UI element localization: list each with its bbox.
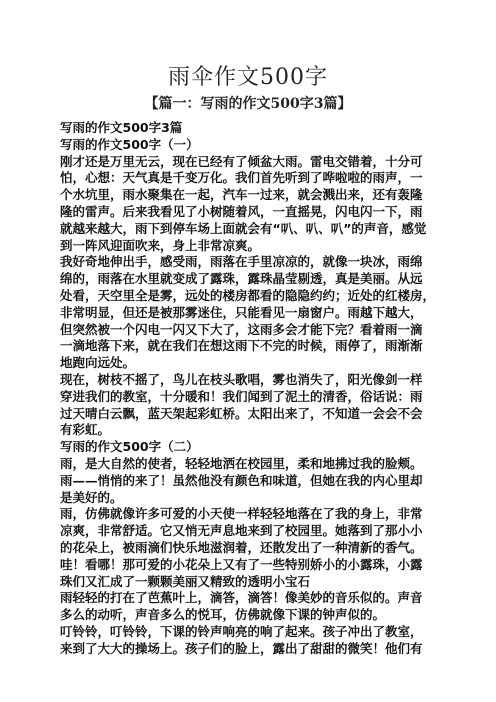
text-line: 叮铃铃，叮铃铃，下课的铃声响亮的响了起来。孩子冲出了教室， <box>60 623 423 639</box>
text-line: 处看，天空里全是雾，远处的楼房都看的隐隐约约；近处的红楼房， <box>60 287 436 303</box>
text-line: 写雨的作文500字3篇 <box>60 120 183 135</box>
text-line: 珠们又汇成了一颗颗美丽又精致的透明小宝石 <box>60 573 311 589</box>
text-line: 到一阵风迎面吹来，身上非常凉爽。 <box>60 237 261 253</box>
text-line: 绵的，雨落在水里就变成了露珠，露珠晶莹剔透，真是美丽。从远 <box>60 271 423 287</box>
text-line: 隆的雷声。后来我看见了小树随着风，一直摇晃，闪电闪一下，雨 <box>60 203 423 219</box>
text-line: 写雨的作文500字（一） <box>60 136 199 152</box>
text-line: 现在，树枝不摇了，鸟儿在枝头歌唱，雾也消失了，阳光像剑一样 <box>60 371 423 387</box>
text-line: 但突然被一个闪电一闪又下大了，这雨多会才能下完？看着雨一滴 <box>60 321 423 337</box>
text-line: 写雨的作文500字（二） <box>60 439 199 455</box>
text-line: 哇！看哪！那可爱的小花朵上又有了一些特别娇小的小露珠，小露 <box>60 556 423 572</box>
text-line: 是美好的。 <box>60 489 123 505</box>
text-line: 过天晴白云飘，蓝天架起彩虹桥。太阳出来了，不知道一会会不会 <box>60 405 423 421</box>
text-line: 就越来越大，雨下到停车场上面就会有“叭、叭、叭”的声音，感觉 <box>60 220 427 236</box>
document-title: 雨伞作文500字 <box>168 65 328 90</box>
text-line: 多么的动听，声音多么的悦耳，仿佛就像下课的钟声似的。 <box>60 607 386 623</box>
document-body <box>60 120 444 658</box>
text-line: 穿进我们的教室，十分暖和！我们闻到了泥土的清香，俗话说：雨 <box>60 388 423 404</box>
text-line: 有彩虹。 <box>60 422 111 438</box>
text-line: 非常明显，但还是被那雾迷住，只能看见一扇窗户。雨越下越大， <box>60 304 423 320</box>
document-subtitle: 【篇一：写雨的作文500字3篇】 <box>144 96 352 112</box>
text-line: 一滴地落下来，就在我们在想这雨下不完的时候，雨停了，雨渐渐 <box>60 338 423 354</box>
text-line: 雨，是大自然的使者，轻轻地洒在校园里，柔和地拂过我的脸颊。 <box>60 455 423 471</box>
text-line: 雨轻轻的打在了芭蕉叶上，滴答，滴答！像美妙的音乐似的。声音 <box>60 590 423 606</box>
text-line: 雨，仿佛就像许多可爱的小天使一样轻轻地落在了我的身上，非常 <box>60 506 423 522</box>
text-line: 凉爽，非常舒适。它又悄无声息地来到了校园里。她落到了那小小 <box>60 523 423 539</box>
text-line: 刚才还是万里无云，现在已经有了倾盆大雨。雷电交错着，十分可 <box>60 153 423 169</box>
text-line: 的花朵上，被雨滴们快乐地滋润着，还散发出了一种清新的香气。 <box>60 539 423 555</box>
text-line: 个水坑里，雨水聚集在一起，汽车一过来，就会溅出来，还有轰隆 <box>60 187 423 203</box>
text-line: 怕，心想：天气真是千变万化。我们首先听到了哗啦啦的雨声，一 <box>60 170 423 186</box>
text-line: 来到了大大的操场上。孩子们的脸上，露出了甜甜的微笑！他们有 <box>60 640 423 656</box>
text-line: 我好奇地伸出手，感受雨，雨落在手里凉凉的，就像一块冰，雨绵 <box>60 254 423 270</box>
text-line: 地跑向远处。 <box>60 355 136 371</box>
text-line: 雨——悄悄的来了！虽然他没有颜色和味道，但她在我的内心里却 <box>60 472 423 488</box>
